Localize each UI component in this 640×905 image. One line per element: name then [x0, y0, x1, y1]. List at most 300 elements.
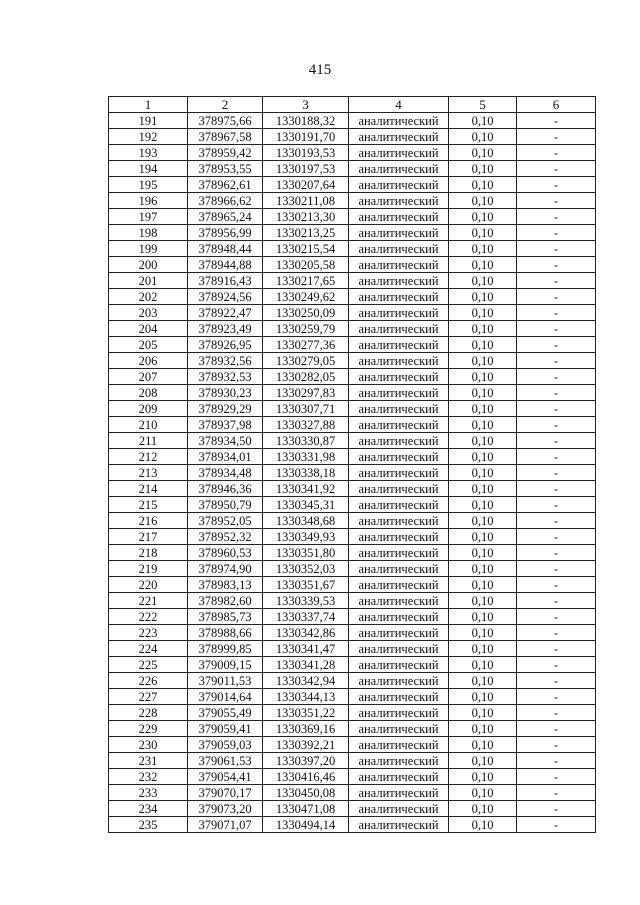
- note-cell: -: [517, 225, 596, 241]
- y-coordinate-cell: 1330191,70: [263, 129, 349, 145]
- y-coordinate-cell: 1330207,64: [263, 177, 349, 193]
- x-coordinate-cell: 378932,56: [188, 353, 263, 369]
- page-number: 415: [308, 62, 332, 78]
- x-coordinate-cell: 379071,07: [188, 817, 263, 833]
- method-cell: аналитический: [349, 689, 449, 705]
- method-cell: аналитический: [349, 593, 449, 609]
- note-cell: -: [517, 433, 596, 449]
- accuracy-cell: 0,10: [449, 705, 517, 721]
- x-coordinate-cell: 378952,32: [188, 529, 263, 545]
- point-number-cell: 193: [109, 145, 188, 161]
- point-number-cell: 212: [109, 449, 188, 465]
- point-number-cell: 195: [109, 177, 188, 193]
- table-row: [109, 177, 596, 193]
- method-cell: аналитический: [349, 753, 449, 769]
- method-cell: аналитический: [349, 801, 449, 817]
- table-row: [109, 385, 596, 401]
- table-row: [109, 145, 596, 161]
- table-row: [109, 481, 596, 497]
- note-cell: -: [517, 545, 596, 561]
- x-coordinate-cell: 378946,36: [188, 481, 263, 497]
- header-cell-4: 4: [349, 97, 449, 113]
- table-header: [109, 97, 596, 113]
- method-cell: аналитический: [349, 209, 449, 225]
- coordinates-table: [108, 96, 596, 833]
- y-coordinate-cell: 1330352,03: [263, 561, 349, 577]
- note-cell: -: [517, 113, 596, 129]
- x-coordinate-cell: 378974,90: [188, 561, 263, 577]
- header-cell-5: 5: [449, 97, 517, 113]
- note-cell: -: [517, 481, 596, 497]
- point-number-cell: 207: [109, 369, 188, 385]
- table-row: [109, 257, 596, 273]
- accuracy-cell: 0,10: [449, 369, 517, 385]
- table-row: [109, 529, 596, 545]
- note-cell: -: [517, 753, 596, 769]
- note-cell: -: [517, 785, 596, 801]
- table-row: [109, 161, 596, 177]
- table-row: [109, 705, 596, 721]
- accuracy-cell: 0,10: [449, 273, 517, 289]
- table-row: [109, 561, 596, 577]
- note-cell: -: [517, 417, 596, 433]
- accuracy-cell: 0,10: [449, 785, 517, 801]
- point-number-cell: 226: [109, 673, 188, 689]
- accuracy-cell: 0,10: [449, 289, 517, 305]
- point-number-cell: 200: [109, 257, 188, 273]
- accuracy-cell: 0,10: [449, 145, 517, 161]
- method-cell: аналитический: [349, 113, 449, 129]
- method-cell: аналитический: [349, 673, 449, 689]
- table-row: [109, 273, 596, 289]
- table-row: [109, 417, 596, 433]
- method-cell: аналитический: [349, 433, 449, 449]
- y-coordinate-cell: 1330450,08: [263, 785, 349, 801]
- x-coordinate-cell: 378930,23: [188, 385, 263, 401]
- table-row: [109, 609, 596, 625]
- y-coordinate-cell: 1330211,08: [263, 193, 349, 209]
- note-cell: -: [517, 673, 596, 689]
- point-number-cell: 194: [109, 161, 188, 177]
- x-coordinate-cell: 379059,03: [188, 737, 263, 753]
- point-number-cell: 227: [109, 689, 188, 705]
- point-number-cell: 216: [109, 513, 188, 529]
- method-cell: аналитический: [349, 721, 449, 737]
- y-coordinate-cell: 1330341,92: [263, 481, 349, 497]
- x-coordinate-cell: 379070,17: [188, 785, 263, 801]
- table-row: [109, 193, 596, 209]
- method-cell: аналитический: [349, 385, 449, 401]
- y-coordinate-cell: 1330205,58: [263, 257, 349, 273]
- note-cell: -: [517, 337, 596, 353]
- y-coordinate-cell: 1330348,68: [263, 513, 349, 529]
- point-number-cell: 223: [109, 625, 188, 641]
- accuracy-cell: 0,10: [449, 433, 517, 449]
- accuracy-cell: 0,10: [449, 817, 517, 833]
- method-cell: аналитический: [349, 785, 449, 801]
- y-coordinate-cell: 1330341,47: [263, 641, 349, 657]
- accuracy-cell: 0,10: [449, 161, 517, 177]
- accuracy-cell: 0,10: [449, 609, 517, 625]
- table-row: [109, 673, 596, 689]
- accuracy-cell: 0,10: [449, 193, 517, 209]
- point-number-cell: 203: [109, 305, 188, 321]
- accuracy-cell: 0,10: [449, 753, 517, 769]
- table-row: [109, 241, 596, 257]
- point-number-cell: 219: [109, 561, 188, 577]
- table-row: [109, 129, 596, 145]
- note-cell: -: [517, 609, 596, 625]
- x-coordinate-cell: 378985,73: [188, 609, 263, 625]
- table-row: [109, 545, 596, 561]
- note-cell: -: [517, 465, 596, 481]
- x-coordinate-cell: 378960,53: [188, 545, 263, 561]
- x-coordinate-cell: 379014,64: [188, 689, 263, 705]
- accuracy-cell: 0,10: [449, 497, 517, 513]
- accuracy-cell: 0,10: [449, 385, 517, 401]
- point-number-cell: 228: [109, 705, 188, 721]
- table-body: [109, 113, 596, 833]
- note-cell: -: [517, 689, 596, 705]
- accuracy-cell: 0,10: [449, 721, 517, 737]
- table-row: [109, 753, 596, 769]
- x-coordinate-cell: 379011,53: [188, 673, 263, 689]
- method-cell: аналитический: [349, 561, 449, 577]
- x-coordinate-cell: 378922,47: [188, 305, 263, 321]
- point-number-cell: 192: [109, 129, 188, 145]
- header-cell-2: 2: [188, 97, 263, 113]
- accuracy-cell: 0,10: [449, 449, 517, 465]
- y-coordinate-cell: 1330341,28: [263, 657, 349, 673]
- header-cell-1: 1: [109, 97, 188, 113]
- table-row: [109, 289, 596, 305]
- note-cell: -: [517, 721, 596, 737]
- y-coordinate-cell: 1330494,14: [263, 817, 349, 833]
- method-cell: аналитический: [349, 257, 449, 273]
- table-row: [109, 449, 596, 465]
- point-number-cell: 222: [109, 609, 188, 625]
- point-number-cell: 208: [109, 385, 188, 401]
- x-coordinate-cell: 378934,50: [188, 433, 263, 449]
- y-coordinate-cell: 1330397,20: [263, 753, 349, 769]
- accuracy-cell: 0,10: [449, 241, 517, 257]
- accuracy-cell: 0,10: [449, 305, 517, 321]
- point-number-cell: 217: [109, 529, 188, 545]
- accuracy-cell: 0,10: [449, 625, 517, 641]
- y-coordinate-cell: 1330259,79: [263, 321, 349, 337]
- method-cell: аналитический: [349, 337, 449, 353]
- y-coordinate-cell: 1330344,13: [263, 689, 349, 705]
- x-coordinate-cell: 379054,41: [188, 769, 263, 785]
- x-coordinate-cell: 378944,88: [188, 257, 263, 273]
- accuracy-cell: 0,10: [449, 225, 517, 241]
- method-cell: аналитический: [349, 193, 449, 209]
- note-cell: -: [517, 193, 596, 209]
- y-coordinate-cell: 1330250,09: [263, 305, 349, 321]
- accuracy-cell: 0,10: [449, 337, 517, 353]
- point-number-cell: 201: [109, 273, 188, 289]
- note-cell: -: [517, 369, 596, 385]
- table-row: [109, 465, 596, 481]
- table-row: [109, 513, 596, 529]
- table-row: [109, 689, 596, 705]
- x-coordinate-cell: 378937,98: [188, 417, 263, 433]
- note-cell: -: [517, 177, 596, 193]
- y-coordinate-cell: 1330342,94: [263, 673, 349, 689]
- method-cell: аналитический: [349, 289, 449, 305]
- method-cell: аналитический: [349, 497, 449, 513]
- table-row: [109, 337, 596, 353]
- table-row: [109, 225, 596, 241]
- note-cell: -: [517, 529, 596, 545]
- y-coordinate-cell: 1330279,05: [263, 353, 349, 369]
- y-coordinate-cell: 1330330,87: [263, 433, 349, 449]
- accuracy-cell: 0,10: [449, 545, 517, 561]
- method-cell: аналитический: [349, 417, 449, 433]
- method-cell: аналитический: [349, 625, 449, 641]
- point-number-cell: 225: [109, 657, 188, 673]
- method-cell: аналитический: [349, 641, 449, 657]
- method-cell: аналитический: [349, 161, 449, 177]
- note-cell: -: [517, 321, 596, 337]
- accuracy-cell: 0,10: [449, 465, 517, 481]
- point-number-cell: 196: [109, 193, 188, 209]
- accuracy-cell: 0,10: [449, 257, 517, 273]
- header-cell-6: 6: [517, 97, 596, 113]
- point-number-cell: 235: [109, 817, 188, 833]
- accuracy-cell: 0,10: [449, 737, 517, 753]
- point-number-cell: 214: [109, 481, 188, 497]
- method-cell: аналитический: [349, 609, 449, 625]
- x-coordinate-cell: 378953,55: [188, 161, 263, 177]
- x-coordinate-cell: 378982,60: [188, 593, 263, 609]
- accuracy-cell: 0,10: [449, 561, 517, 577]
- y-coordinate-cell: 1330351,22: [263, 705, 349, 721]
- y-coordinate-cell: 1330217,65: [263, 273, 349, 289]
- x-coordinate-cell: 378967,58: [188, 129, 263, 145]
- note-cell: -: [517, 513, 596, 529]
- method-cell: аналитический: [349, 369, 449, 385]
- x-coordinate-cell: 378948,44: [188, 241, 263, 257]
- accuracy-cell: 0,10: [449, 129, 517, 145]
- accuracy-cell: 0,10: [449, 529, 517, 545]
- note-cell: -: [517, 641, 596, 657]
- note-cell: -: [517, 273, 596, 289]
- method-cell: аналитический: [349, 577, 449, 593]
- method-cell: аналитический: [349, 737, 449, 753]
- note-cell: -: [517, 305, 596, 321]
- y-coordinate-cell: 1330277,36: [263, 337, 349, 353]
- x-coordinate-cell: 378934,01: [188, 449, 263, 465]
- y-coordinate-cell: 1330307,71: [263, 401, 349, 417]
- accuracy-cell: 0,10: [449, 673, 517, 689]
- table-row: [109, 433, 596, 449]
- table-row: [109, 113, 596, 129]
- point-number-cell: 220: [109, 577, 188, 593]
- x-coordinate-cell: 378999,85: [188, 641, 263, 657]
- note-cell: -: [517, 705, 596, 721]
- table-row: [109, 497, 596, 513]
- x-coordinate-cell: 378950,79: [188, 497, 263, 513]
- table-row: [109, 593, 596, 609]
- note-cell: -: [517, 353, 596, 369]
- table-row: [109, 657, 596, 673]
- accuracy-cell: 0,10: [449, 513, 517, 529]
- header-row: [109, 97, 596, 113]
- table-row: [109, 321, 596, 337]
- table-row: [109, 305, 596, 321]
- accuracy-cell: 0,10: [449, 801, 517, 817]
- y-coordinate-cell: 1330327,88: [263, 417, 349, 433]
- x-coordinate-cell: 378923,49: [188, 321, 263, 337]
- note-cell: -: [517, 657, 596, 673]
- x-coordinate-cell: 378934,48: [188, 465, 263, 481]
- note-cell: -: [517, 129, 596, 145]
- note-cell: -: [517, 577, 596, 593]
- y-coordinate-cell: 1330349,93: [263, 529, 349, 545]
- point-number-cell: 230: [109, 737, 188, 753]
- x-coordinate-cell: 378962,61: [188, 177, 263, 193]
- method-cell: аналитический: [349, 465, 449, 481]
- point-number-cell: 224: [109, 641, 188, 657]
- table-row: [109, 817, 596, 833]
- y-coordinate-cell: 1330249,62: [263, 289, 349, 305]
- x-coordinate-cell: 378966,62: [188, 193, 263, 209]
- accuracy-cell: 0,10: [449, 417, 517, 433]
- table-row: [109, 641, 596, 657]
- note-cell: -: [517, 161, 596, 177]
- table-row: [109, 625, 596, 641]
- y-coordinate-cell: 1330193,53: [263, 145, 349, 161]
- point-number-cell: 210: [109, 417, 188, 433]
- point-number-cell: 233: [109, 785, 188, 801]
- note-cell: -: [517, 385, 596, 401]
- x-coordinate-cell: 378926,95: [188, 337, 263, 353]
- y-coordinate-cell: 1330331,98: [263, 449, 349, 465]
- y-coordinate-cell: 1330297,83: [263, 385, 349, 401]
- point-number-cell: 202: [109, 289, 188, 305]
- method-cell: аналитический: [349, 353, 449, 369]
- table-row: [109, 801, 596, 817]
- note-cell: -: [517, 145, 596, 161]
- note-cell: -: [517, 769, 596, 785]
- x-coordinate-cell: 379059,41: [188, 721, 263, 737]
- accuracy-cell: 0,10: [449, 321, 517, 337]
- point-number-cell: 229: [109, 721, 188, 737]
- table-row: [109, 353, 596, 369]
- x-coordinate-cell: 379055,49: [188, 705, 263, 721]
- method-cell: аналитический: [349, 545, 449, 561]
- y-coordinate-cell: 1330282,05: [263, 369, 349, 385]
- method-cell: аналитический: [349, 817, 449, 833]
- method-cell: аналитический: [349, 529, 449, 545]
- y-coordinate-cell: 1330339,53: [263, 593, 349, 609]
- x-coordinate-cell: 378983,13: [188, 577, 263, 593]
- y-coordinate-cell: 1330351,67: [263, 577, 349, 593]
- x-coordinate-cell: 378924,56: [188, 289, 263, 305]
- method-cell: аналитический: [349, 513, 449, 529]
- table-row: [109, 737, 596, 753]
- x-coordinate-cell: 378988,66: [188, 625, 263, 641]
- method-cell: аналитический: [349, 273, 449, 289]
- x-coordinate-cell: 378959,42: [188, 145, 263, 161]
- point-number-cell: 199: [109, 241, 188, 257]
- note-cell: -: [517, 497, 596, 513]
- y-coordinate-cell: 1330213,25: [263, 225, 349, 241]
- table-row: [109, 769, 596, 785]
- table-row: [109, 577, 596, 593]
- note-cell: -: [517, 209, 596, 225]
- method-cell: аналитический: [349, 321, 449, 337]
- accuracy-cell: 0,10: [449, 689, 517, 705]
- y-coordinate-cell: 1330188,32: [263, 113, 349, 129]
- note-cell: -: [517, 801, 596, 817]
- note-cell: -: [517, 561, 596, 577]
- point-number-cell: 218: [109, 545, 188, 561]
- y-coordinate-cell: 1330351,80: [263, 545, 349, 561]
- x-coordinate-cell: 379073,20: [188, 801, 263, 817]
- method-cell: аналитический: [349, 449, 449, 465]
- point-number-cell: 215: [109, 497, 188, 513]
- method-cell: аналитический: [349, 129, 449, 145]
- y-coordinate-cell: 1330369,16: [263, 721, 349, 737]
- point-number-cell: 205: [109, 337, 188, 353]
- table-row: [109, 401, 596, 417]
- note-cell: -: [517, 593, 596, 609]
- point-number-cell: 231: [109, 753, 188, 769]
- method-cell: аналитический: [349, 481, 449, 497]
- note-cell: -: [517, 737, 596, 753]
- y-coordinate-cell: 1330471,08: [263, 801, 349, 817]
- point-number-cell: 221: [109, 593, 188, 609]
- note-cell: -: [517, 625, 596, 641]
- accuracy-cell: 0,10: [449, 209, 517, 225]
- accuracy-cell: 0,10: [449, 769, 517, 785]
- x-coordinate-cell: 378932,53: [188, 369, 263, 385]
- accuracy-cell: 0,10: [449, 481, 517, 497]
- note-cell: -: [517, 257, 596, 273]
- y-coordinate-cell: 1330215,54: [263, 241, 349, 257]
- x-coordinate-cell: 378965,24: [188, 209, 263, 225]
- table-row: [109, 721, 596, 737]
- x-coordinate-cell: 378975,66: [188, 113, 263, 129]
- point-number-cell: 234: [109, 801, 188, 817]
- x-coordinate-cell: 379061,53: [188, 753, 263, 769]
- method-cell: аналитический: [349, 705, 449, 721]
- y-coordinate-cell: 1330342,86: [263, 625, 349, 641]
- accuracy-cell: 0,10: [449, 401, 517, 417]
- point-number-cell: 209: [109, 401, 188, 417]
- accuracy-cell: 0,10: [449, 353, 517, 369]
- method-cell: аналитический: [349, 225, 449, 241]
- note-cell: -: [517, 449, 596, 465]
- method-cell: аналитический: [349, 145, 449, 161]
- note-cell: -: [517, 401, 596, 417]
- header-cell-3: 3: [263, 97, 349, 113]
- method-cell: аналитический: [349, 401, 449, 417]
- y-coordinate-cell: 1330338,18: [263, 465, 349, 481]
- table-row: [109, 785, 596, 801]
- y-coordinate-cell: 1330416,46: [263, 769, 349, 785]
- accuracy-cell: 0,10: [449, 177, 517, 193]
- method-cell: аналитический: [349, 177, 449, 193]
- accuracy-cell: 0,10: [449, 577, 517, 593]
- method-cell: аналитический: [349, 241, 449, 257]
- y-coordinate-cell: 1330337,74: [263, 609, 349, 625]
- method-cell: аналитический: [349, 769, 449, 785]
- y-coordinate-cell: 1330197,53: [263, 161, 349, 177]
- x-coordinate-cell: 379009,15: [188, 657, 263, 673]
